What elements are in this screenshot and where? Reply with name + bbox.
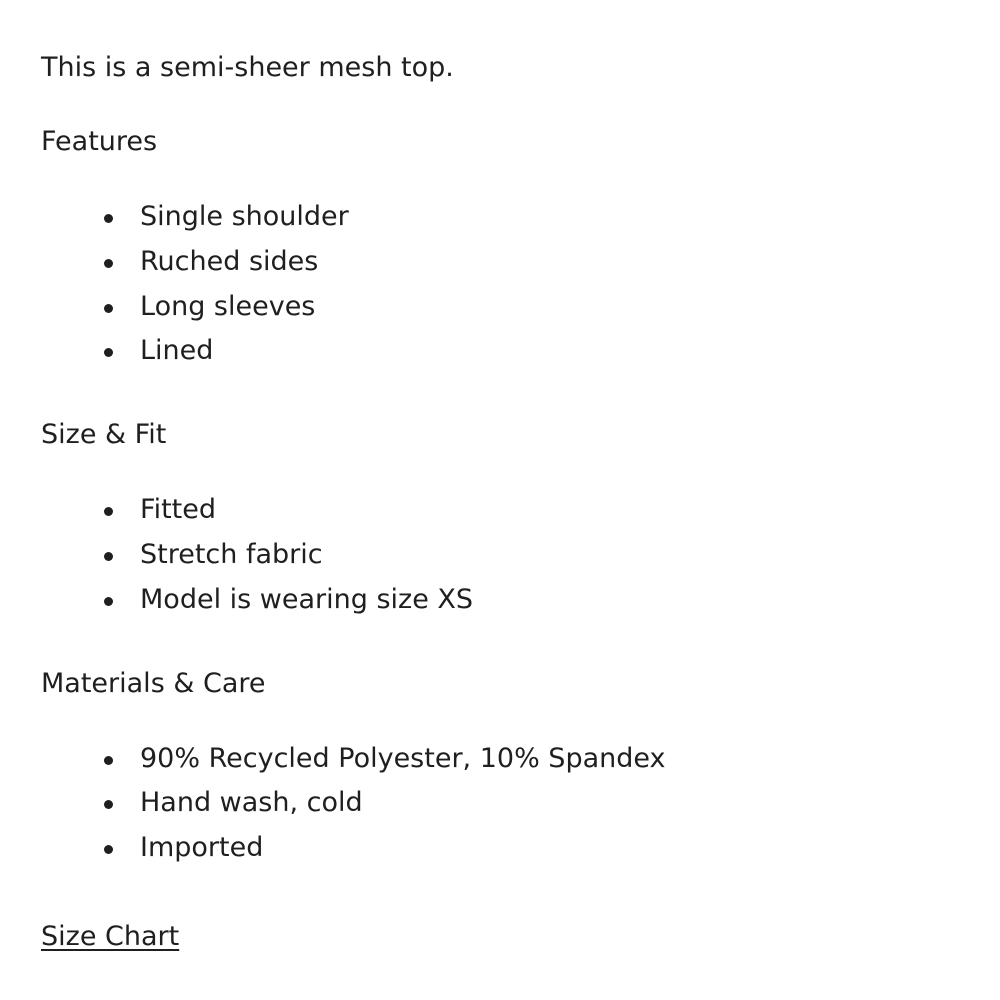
list-item: Stretch fabric [140,539,323,570]
list-item: Long sleeves [140,291,316,322]
size-fit-heading: Size & Fit [41,419,167,450]
list-item: Lined [140,335,214,366]
list-item: Ruched sides [140,246,319,277]
size-chart-link[interactable]: Size Chart [41,921,180,952]
list-item: Single shoulder [140,201,349,232]
list-item: 90% Recycled Polyester, 10% Spandex [140,743,666,774]
features-heading: Features [41,126,158,157]
materials-care-heading: Materials & Care [41,668,266,699]
list-item: Imported [140,832,264,863]
intro-text: This is a semi-sheer mesh top. [41,52,454,83]
list-item: Model is wearing size XS [140,584,474,615]
list-item: Fitted [140,494,216,525]
list-item: Hand wash, cold [140,787,363,818]
